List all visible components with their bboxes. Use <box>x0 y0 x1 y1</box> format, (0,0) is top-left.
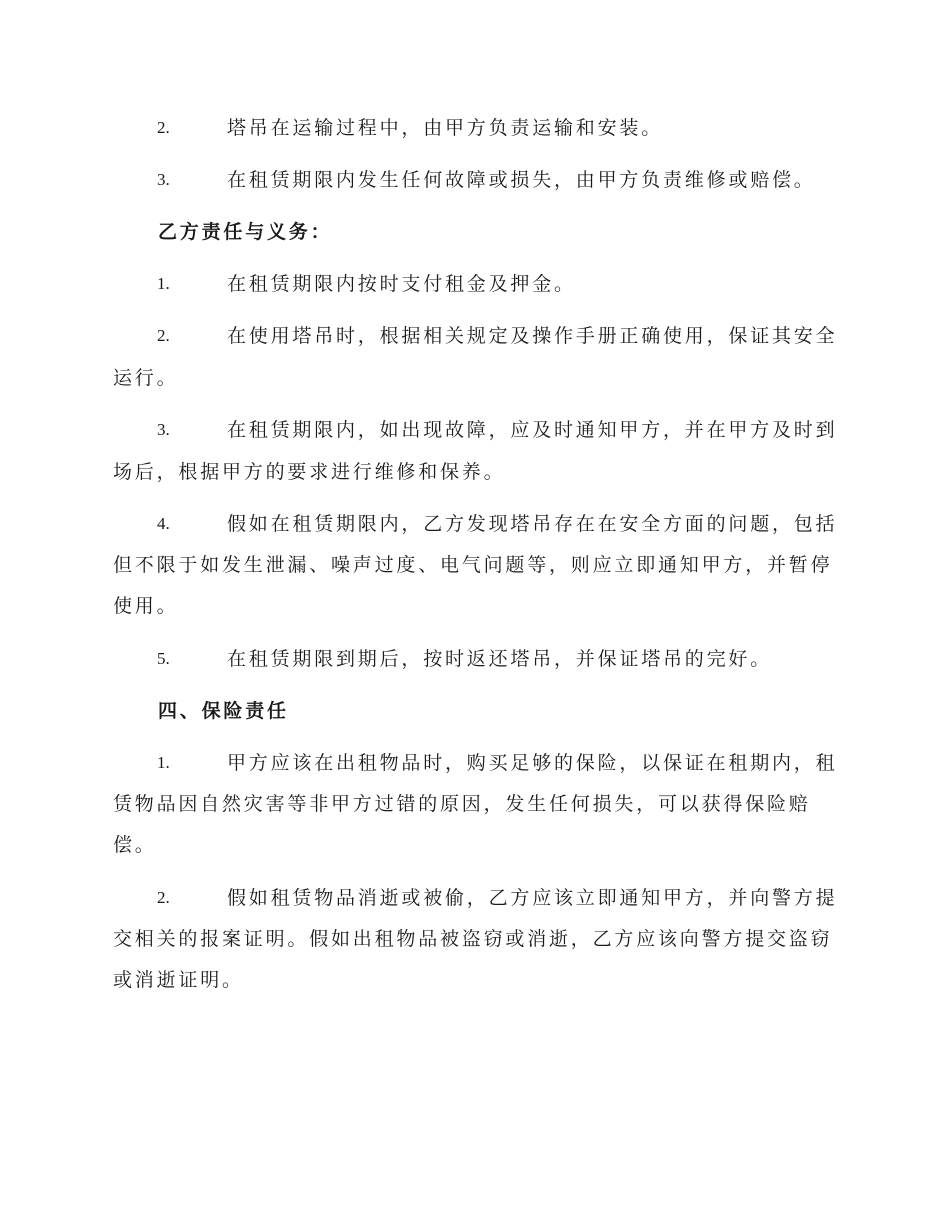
item-number: 1. <box>157 274 170 293</box>
section-heading: 四、保险责任 <box>158 700 289 722</box>
item-number: 2. <box>157 326 170 345</box>
item-number: 2. <box>157 888 170 907</box>
item-number: 1. <box>157 753 170 772</box>
paragraph-line: 在租赁期限内，如出现故障，应及时通知甲方，并在甲方及时到 <box>227 419 838 441</box>
paragraph-line: 假如租赁物品消逝或被偷，乙方应该立即通知甲方，并向警方提 <box>227 887 838 909</box>
item-number: 4. <box>157 514 170 533</box>
paragraph-line: 在使用塔吊时，根据相关规定及操作手册正确使用，保证其安全 <box>227 325 838 347</box>
paragraph-line: 在租赁期限内发生任何故障或损失，由甲方负责维修或赔偿。 <box>227 169 816 191</box>
paragraph-line: 使用。 <box>113 595 179 617</box>
paragraph-line: 假如在租赁期限内，乙方发现塔吊存在在安全方面的问题，包括 <box>227 513 838 535</box>
item-number: 2. <box>157 118 170 137</box>
paragraph-line: 赁物品因自然灾害等非甲方过错的原因，发生任何损失，可以获得保险赔 <box>113 793 811 815</box>
paragraph-line: 在租赁期限到期后，按时返还塔吊，并保证塔吊的完好。 <box>227 648 773 670</box>
paragraph-line: 运行。 <box>113 367 179 389</box>
paragraph-line: 场后，根据甲方的要求进行维修和保养。 <box>113 461 506 483</box>
paragraph-line: 塔吊在运输过程中，由甲方负责运输和安装。 <box>227 117 664 139</box>
paragraph-line: 偿。 <box>113 834 157 856</box>
paragraph-line: 甲方应该在出租物品时，购买足够的保险，以保证在租期内，租 <box>227 752 838 774</box>
item-number: 3. <box>157 420 170 439</box>
item-number: 3. <box>157 170 170 189</box>
paragraph-line: 但不限于如发生泄漏、噪声过度、电气问题等，则应立即通知甲方，并暂停 <box>113 554 833 576</box>
section-heading: 乙方责任与义务： <box>158 221 333 243</box>
paragraph-line: 在租赁期限内按时支付租金及押金。 <box>227 273 576 295</box>
item-number: 5. <box>157 649 170 668</box>
paragraph-line: 交相关的报案证明。假如出租物品被盗窃或消逝，乙方应该向警方提交盗窃 <box>113 928 833 950</box>
paragraph-line: 或消逝证明。 <box>113 969 244 991</box>
